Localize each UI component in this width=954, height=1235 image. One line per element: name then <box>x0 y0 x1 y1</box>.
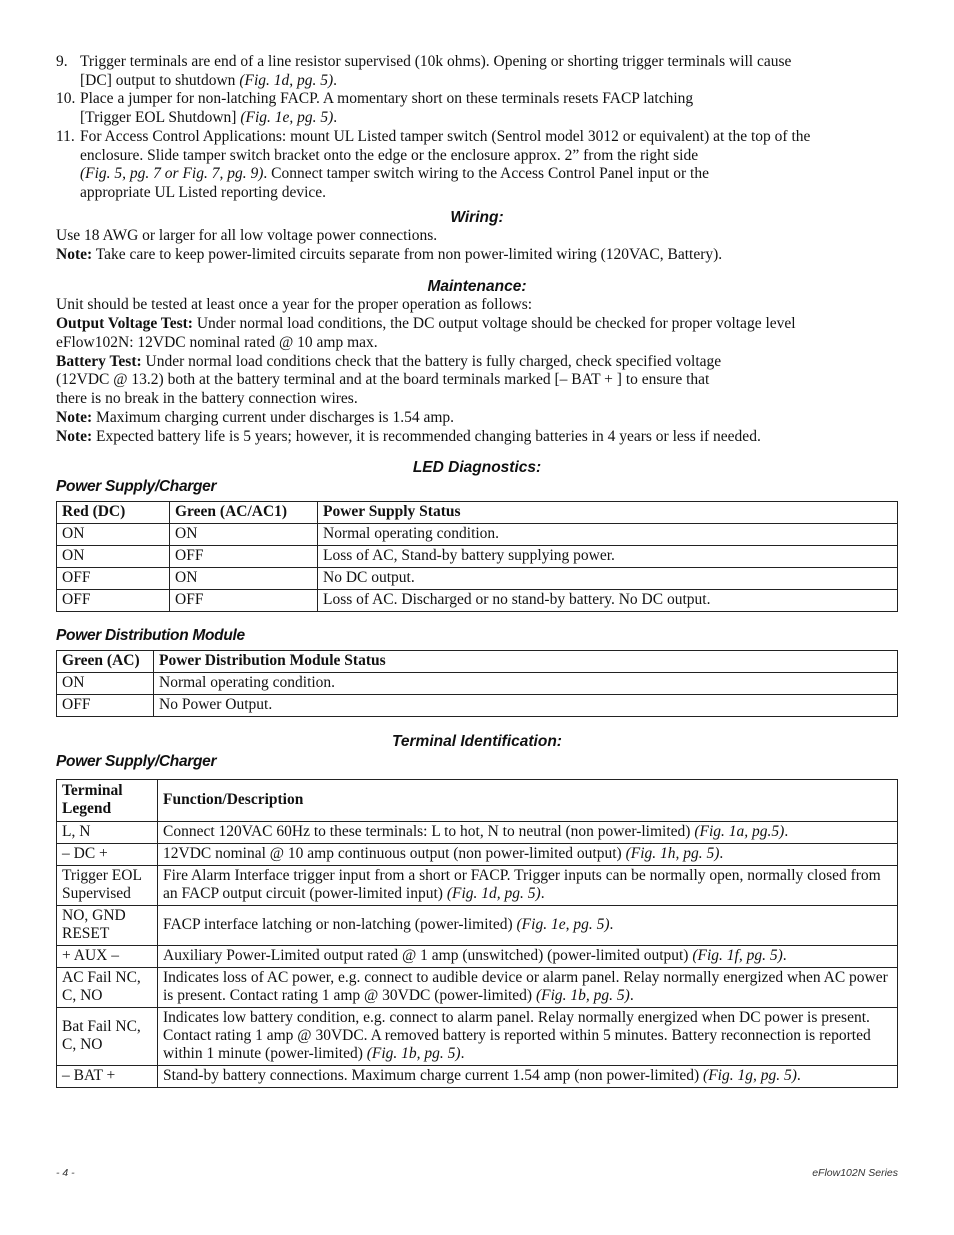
led-power-supply-table <box>56 501 898 612</box>
item-number: 11. <box>56 127 75 145</box>
item-text: For Access Control Applications: mount UL Listed tamper switch (Sentrol model 3012 or equivalent) at the top of the <box>80 127 811 145</box>
table-row <box>57 865 898 905</box>
page-footer <box>56 1167 898 1179</box>
table-header-row <box>57 779 898 821</box>
subheading-power-supply-charger: Power Supply/Charger <box>56 477 217 495</box>
figure-reference: (Fig. 1a, pg.5) <box>694 822 785 840</box>
wiring-note: Note: Take care to keep power-limited circuits separate from non power-limited wiring (120VAC, Battery). <box>56 246 723 264</box>
maintenance-note: Note: Expected battery life is 5 years; however, it is recommended changing batteries in 4 years or less if needed. <box>56 428 761 446</box>
table-row <box>57 905 898 945</box>
table-row <box>57 1007 898 1065</box>
terminal-legend: – DC + <box>57 843 158 865</box>
figure-reference: (Fig. 5, pg. 7 or Fig. 7, pg. 9) <box>80 165 264 183</box>
table-cell: ON <box>170 524 318 546</box>
table-row <box>57 568 898 590</box>
table-row <box>57 673 898 695</box>
section-heading-wiring: Wiring: <box>450 208 504 226</box>
battery-test: Battery Test: Under normal load conditions check that the battery is fully charged, check specified voltage <box>56 352 722 370</box>
table-row <box>57 546 898 568</box>
section-heading-maintenance: Maintenance: <box>427 277 527 295</box>
table-row <box>57 695 898 717</box>
table-row <box>57 967 898 1007</box>
subheading-power-distribution-module: Power Distribution Module <box>56 627 245 645</box>
table-cell: ON <box>57 546 170 568</box>
terminal-legend: AC Fail NC, C, NO <box>57 967 158 1007</box>
item-number: 10. <box>56 90 76 108</box>
maintenance-intro: Unit should be tested at least once a year for the proper operation as follows: <box>56 296 533 314</box>
item-text: [Trigger EOL Shutdown] (Fig. 1e, pg. 5). <box>80 109 338 127</box>
table-cell: OFF <box>170 590 318 612</box>
item-text: Place a jumper for non-latching FACP. A momentary short on these terminals resets FACP latching <box>80 90 694 108</box>
column-header: Terminal Legend <box>57 779 158 821</box>
table-cell: ON <box>57 524 170 546</box>
terminal-legend: L, N <box>57 821 158 843</box>
terminal-description: Fire Alarm Interface trigger input from a short or FACP. Trigger inputs can be normally open, normally closed from an FACP output circuit (power-limited input) (Fig. 1d, pg. 5). <box>158 865 898 905</box>
table-row <box>57 1065 898 1087</box>
table-row <box>57 945 898 967</box>
table-row <box>57 843 898 865</box>
item-text: (Fig. 5, pg. 7 or Fig. 7, pg. 9). Connect tamper switch wiring to the Access Control Panel input or the <box>80 165 709 183</box>
terminal-description: FACP interface latching or non-latching (power-limited) (Fig. 1e, pg. 5). <box>158 905 898 945</box>
wiring-text: Use 18 AWG or larger for all low voltage power connections. <box>56 227 438 245</box>
terminal-description: Auxiliary Power-Limited output rated @ 1 amp (unswitched) (power-limited output) (Fig. 1f, pg. 5). <box>158 945 898 967</box>
item-text: appropriate UL Listed reporting device. <box>80 183 327 201</box>
table-cell: Normal operating condition. <box>154 673 898 695</box>
section-heading-terminal-identification: Terminal Identification: <box>392 733 562 751</box>
subheading-power-supply-charger: Power Supply/Charger <box>56 752 217 770</box>
figure-reference: (Fig. 1b, pg. 5) <box>366 1044 461 1062</box>
column-header: Green (AC) <box>57 651 154 673</box>
page-number: - 4 - <box>56 1167 75 1179</box>
list-item-10 <box>56 90 898 127</box>
table-cell: OFF <box>57 590 170 612</box>
table-header-row <box>57 651 898 673</box>
output-voltage-test-cont: eFlow102N: 12VDC nominal rated @ 10 amp max. <box>56 333 378 351</box>
figure-reference: (Fig. 1b, pg. 5) <box>535 986 630 1004</box>
table-cell: No DC output. <box>318 568 898 590</box>
table-cell: OFF <box>57 568 170 590</box>
table-row <box>57 590 898 612</box>
figure-reference: (Fig. 1d, pg. 5) <box>446 884 541 902</box>
table-row <box>57 524 898 546</box>
table-cell: Normal operating condition. <box>318 524 898 546</box>
terminal-description: Stand-by battery connections. Maximum charge current 1.54 amp (non power-limited) (Fig. 1g, pg. 5). <box>158 1065 898 1087</box>
column-header: Red (DC) <box>57 502 170 524</box>
document-page <box>56 53 898 1088</box>
series-name: eFlow102N Series <box>812 1167 898 1179</box>
figure-reference: (Fig. 1e, pg. 5) <box>516 915 610 933</box>
table-cell: OFF <box>57 695 154 717</box>
section-heading-led-diagnostics: LED Diagnostics: <box>412 459 542 477</box>
item-text: Trigger terminals are end of a line resistor supervised (10k ohms). Opening or shorting trigger terminals will cause <box>80 53 792 70</box>
table-cell: OFF <box>170 546 318 568</box>
figure-reference: (Fig. 1e, pg. 5) <box>240 109 334 127</box>
terminal-legend: NO, GND RESET <box>57 905 158 945</box>
column-header: Green (AC/AC1) <box>170 502 318 524</box>
terminal-legend: Bat Fail NC, C, NO <box>57 1007 158 1065</box>
table-cell: No Power Output. <box>154 695 898 717</box>
terminal-description: Connect 120VAC 60Hz to these terminals: L to hot, N to neutral (non power-limited) (Fig. 1a, pg.5). <box>158 821 898 843</box>
terminal-legend: + AUX – <box>57 945 158 967</box>
battery-test-cont: there is no break in the battery connection wires. <box>56 389 358 407</box>
figure-reference: (Fig. 1g, pg. 5) <box>703 1066 797 1084</box>
terminal-legend: Trigger EOL Supervised <box>57 865 158 905</box>
item-number: 9. <box>56 53 68 70</box>
column-header: Power Distribution Module Status <box>154 651 898 673</box>
table-cell: ON <box>170 568 318 590</box>
battery-test-cont: (12VDC @ 13.2) both at the battery terminal and at the board terminals marked [– BAT + ] to ensure that <box>56 371 710 389</box>
output-voltage-test: Output Voltage Test: Under normal load conditions, the DC output voltage should be checked for proper voltage level <box>56 315 796 333</box>
item-text: enclosure. Slide tamper switch bracket onto the edge or the enclosure approx. 2” from the right side <box>80 146 699 164</box>
terminal-identification-table <box>56 779 898 1088</box>
terminal-description: 12VDC nominal @ 10 amp continuous output (non power-limited output) (Fig. 1h, pg. 5). <box>158 843 898 865</box>
figure-reference: (Fig. 1f, pg. 5) <box>692 946 783 964</box>
table-row <box>57 821 898 843</box>
terminal-legend: – BAT + <box>57 1065 158 1087</box>
terminal-description: Indicates loss of AC power, e.g. connect to audible device or alarm panel. Relay normally energized when AC power is present. Contact rating 1 amp @ 30VDC (power-limited) (Fig. 1b, pg. 5). <box>158 967 898 1007</box>
figure-reference: (Fig. 1d, pg. 5) <box>239 71 334 89</box>
table-header-row <box>57 502 898 524</box>
list-item-11 <box>56 128 898 203</box>
column-header: Power Supply Status <box>318 502 898 524</box>
terminal-description: Indicates low battery condition, e.g. connect to alarm panel. Relay normally energized when DC power is present. Contact rating 1 amp @ 30VDC. A removed battery is reported within 5 minutes. Battery reconnection is reported within 1 minute (power-limited) (Fig. 1b, pg. 5). <box>158 1007 898 1065</box>
led-power-distribution-table <box>56 650 898 717</box>
table-cell: Loss of AC. Discharged or no stand-by battery. No DC output. <box>318 590 898 612</box>
column-header: Function/Description <box>158 779 898 821</box>
table-cell: ON <box>57 673 154 695</box>
item-text: [DC] output to shutdown (Fig. 1d, pg. 5). <box>80 71 338 89</box>
list-item-9 <box>56 53 898 90</box>
figure-reference: (Fig. 1h, pg. 5) <box>625 844 720 862</box>
table-cell: Loss of AC, Stand-by battery supplying power. <box>318 546 898 568</box>
maintenance-note: Note: Maximum charging current under discharges is 1.54 amp. <box>56 408 455 426</box>
